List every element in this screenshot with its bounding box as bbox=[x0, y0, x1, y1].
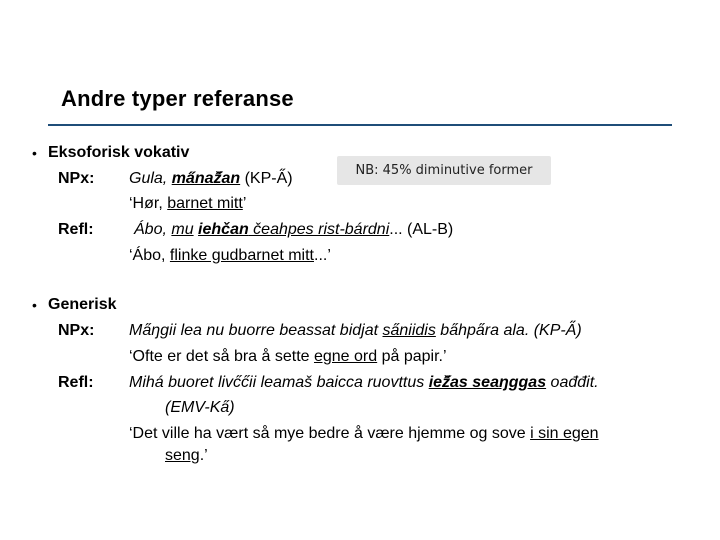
section-heading-exophoric: Eksoforisk vokativ bbox=[48, 144, 190, 161]
note-box: NB: 45% diminutive former bbox=[337, 156, 551, 185]
highlighted-word: čeahpes rist-bárdni bbox=[248, 221, 390, 238]
example-sentence: Ábo, mu iehčan čeahpes rist-bárdni... (AL-B) bbox=[134, 221, 454, 238]
refl-label: Refl: bbox=[58, 374, 94, 391]
highlighted-word: iež̋as seaŋggas bbox=[428, 374, 547, 391]
npx-label: NPx: bbox=[58, 170, 95, 187]
example-translation: ‘Hør, barnet mitt’ bbox=[129, 195, 247, 212]
npx-label: NPx: bbox=[58, 322, 95, 339]
highlighted-word: flinke gudbarnet mitt bbox=[169, 247, 314, 264]
bullet-marker: • bbox=[32, 145, 37, 161]
section-heading-generic: Generisk bbox=[48, 296, 117, 313]
highlighted-word: seng bbox=[165, 447, 200, 464]
highlighted-word: barnet mitt bbox=[167, 195, 243, 212]
highlighted-word: i sin egen bbox=[530, 425, 599, 442]
highlighted-word: mu bbox=[171, 221, 194, 238]
example-sentence: Ma̋ŋgii lea nu buorre beassat bidjat sa̋niidis ba̋hpa̋ra ala. (KP-A̋) bbox=[129, 322, 582, 339]
highlighted-word: iehčan bbox=[198, 221, 249, 238]
highlighted-word: egne ord bbox=[313, 348, 378, 365]
highlighted-word: sa̋niidis bbox=[382, 322, 436, 339]
example-translation: ‘Ofte er det så bra å sette egne ord på papir.’ bbox=[129, 348, 447, 365]
bullet-marker: • bbox=[32, 297, 37, 313]
example-translation: ‘Ábo, flinke gudbarnet mitt...’ bbox=[129, 247, 331, 264]
refl-label: Refl: bbox=[58, 221, 94, 238]
title-divider bbox=[48, 124, 672, 126]
example-source: (EMV-Ka̋) bbox=[165, 399, 235, 416]
highlighted-word: ma̋naž̋an bbox=[171, 170, 241, 187]
example-translation-cont: seng.’ bbox=[165, 447, 208, 464]
example-translation: ‘Det ville ha vært så mye bedre å være hjemme og sove i sin egen bbox=[129, 425, 599, 442]
example-sentence: Gula, ma̋naž̋an (KP-A̋) bbox=[129, 170, 293, 187]
example-sentence: Mihá buoret livc̋c̋ii leamaš baicca ruovttus iež̋as seaŋggas oađđit. bbox=[129, 374, 599, 391]
slide-title: Andre typer referanse bbox=[61, 86, 294, 111]
